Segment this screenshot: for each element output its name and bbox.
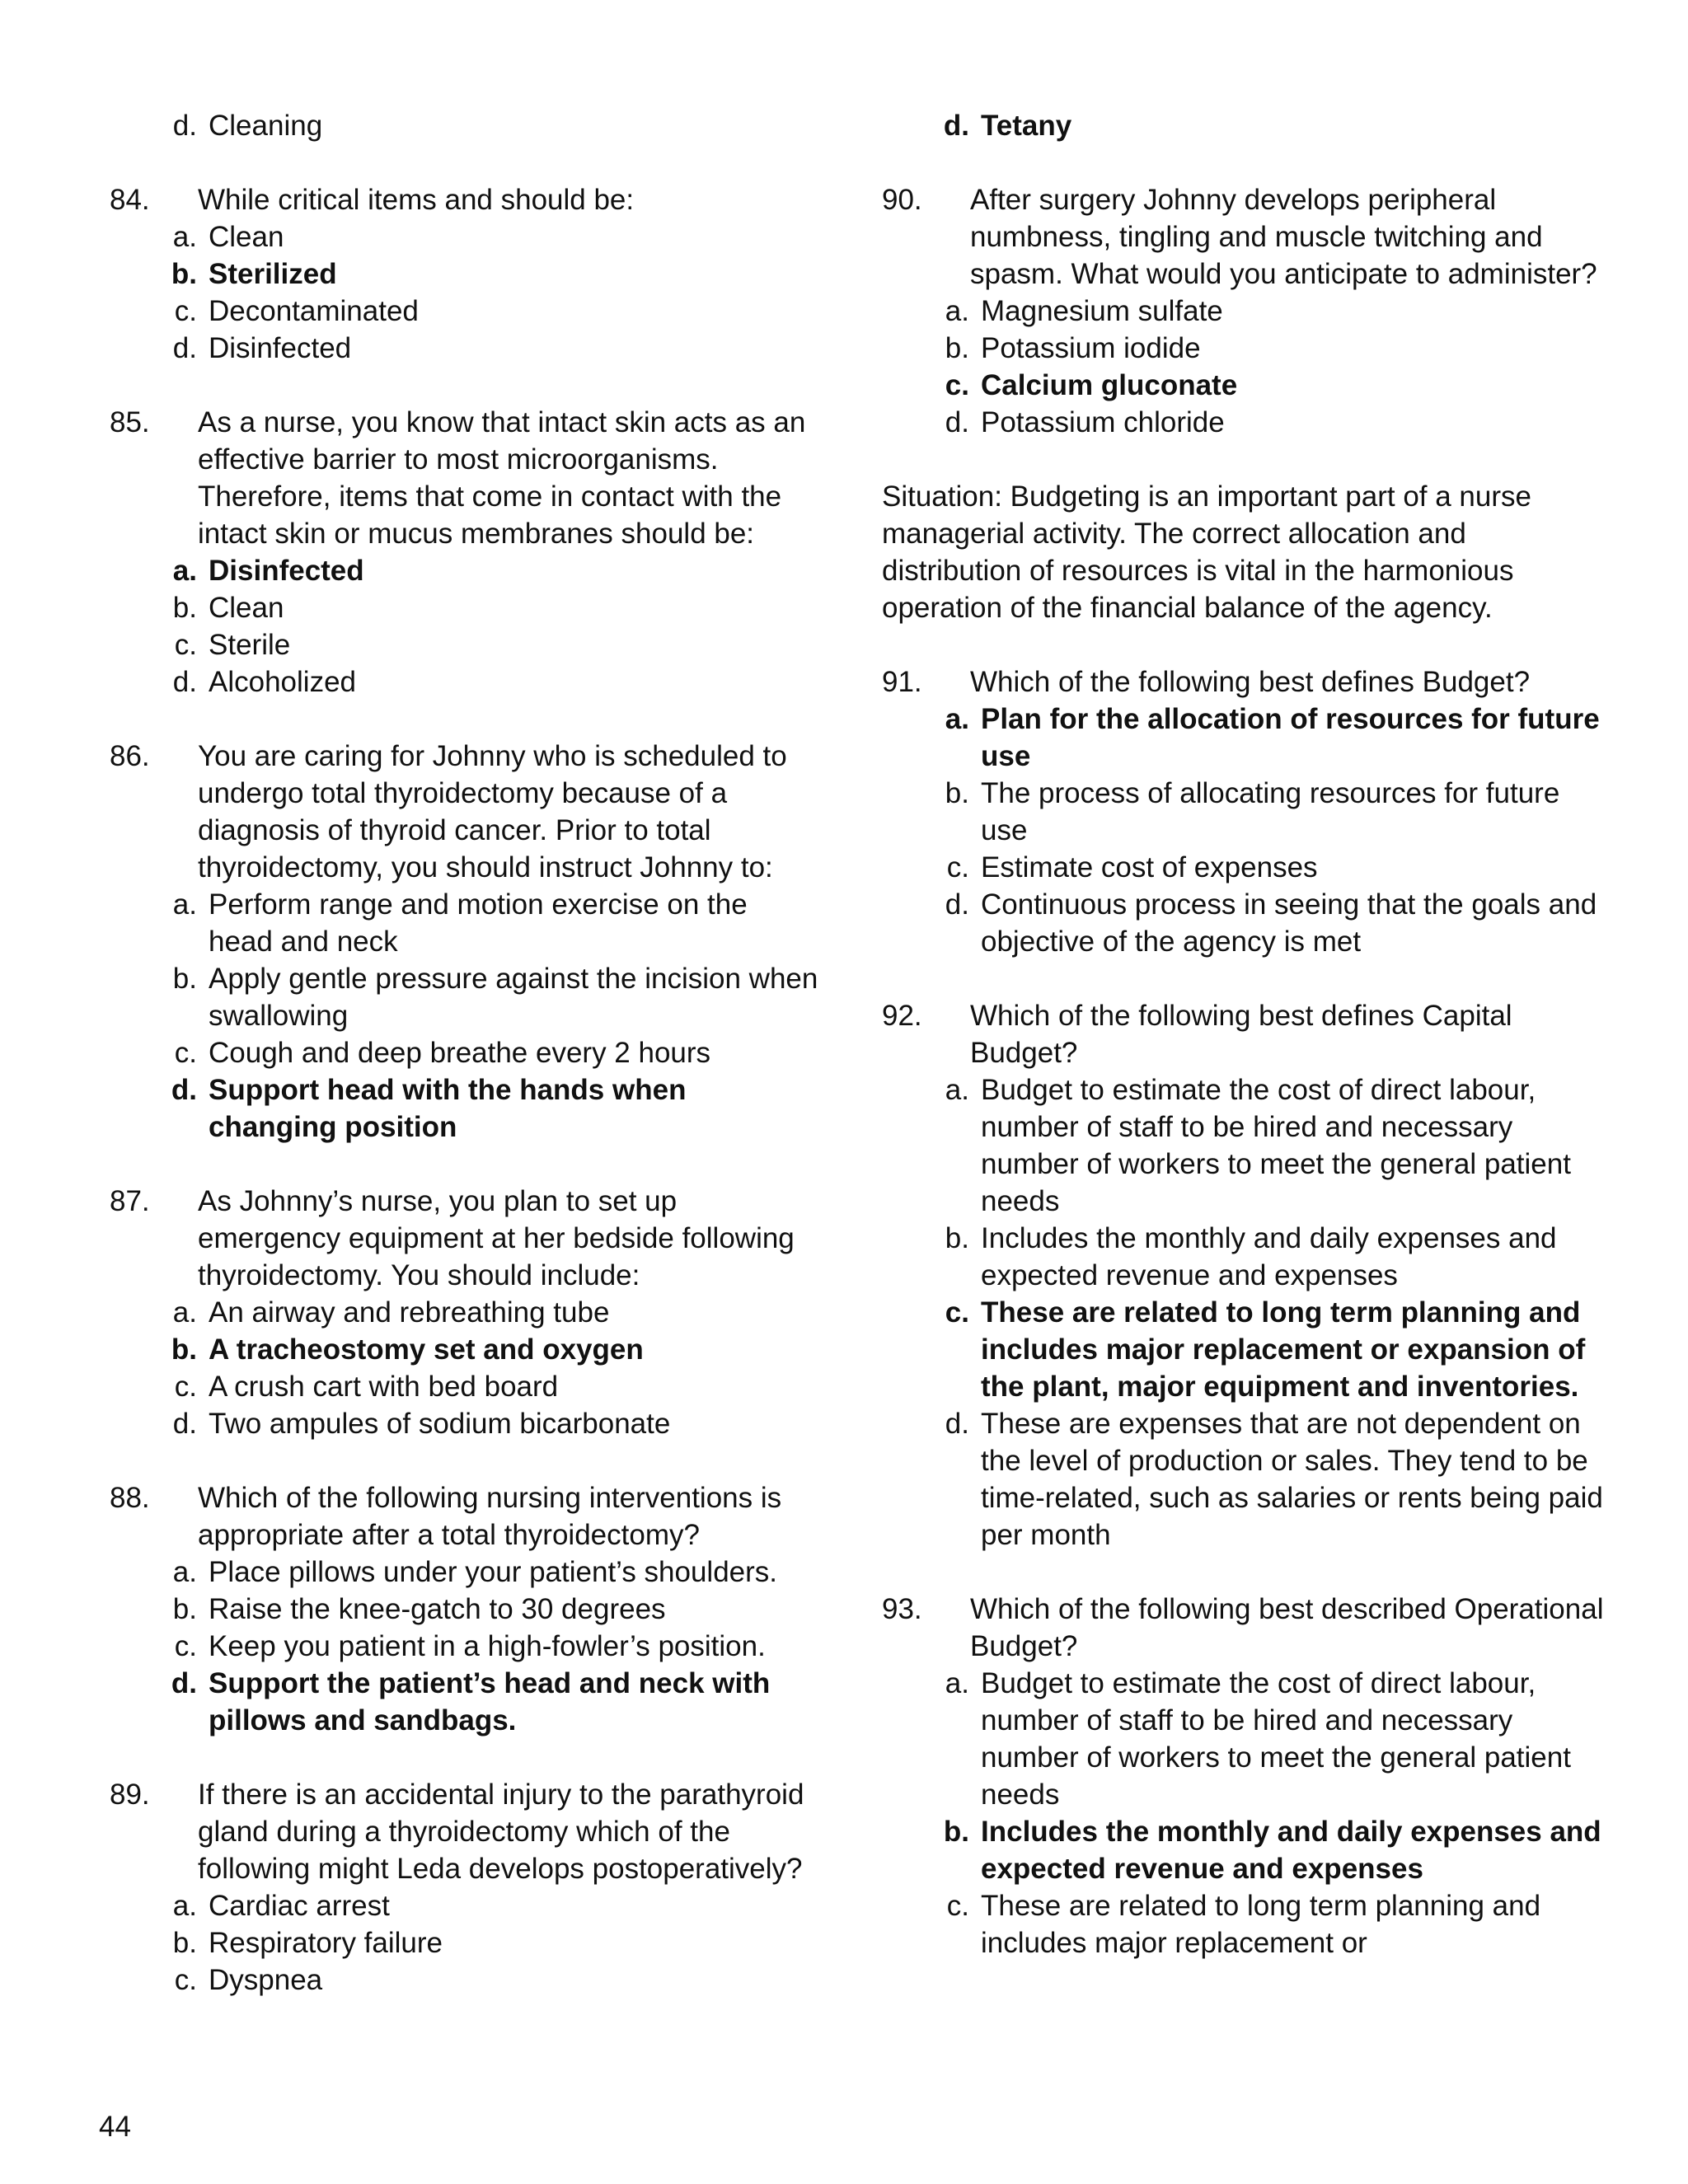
option-letter: c.	[945, 1296, 969, 1329]
option-letter: d.	[172, 666, 197, 698]
question-text: As a nurse, you know that intact skin acts as an effective barrier to most microorganisms. Therefore, items that come in contact with the intact skin or mucus membranes should be:	[198, 406, 806, 550]
question-number: 84.	[110, 184, 150, 216]
question-number: 92.	[882, 1000, 922, 1032]
option-92-a	[882, 1071, 1607, 1220]
page-number: 44	[99, 2111, 131, 2143]
option-text: Dyspnea	[209, 1964, 323, 1996]
option-87-b	[110, 1331, 818, 1368]
option-text: Includes the monthly and daily expenses and expected revenue and expenses	[981, 1222, 1557, 1291]
question-84	[110, 181, 818, 367]
option-letter: a.	[945, 295, 969, 327]
question-text: Which of the following best defines Capital Budget?	[970, 1000, 1512, 1069]
question-text: Which of the following best described Operational Budget?	[970, 1593, 1604, 1662]
option-text: Raise the knee-gatch to 30 degrees	[209, 1593, 666, 1625]
option-91-c	[882, 849, 1607, 886]
option-text: Budget to estimate the cost of direct labour, number of staff to be hired and necessary number of workers to meet the general patient needs	[981, 1074, 1571, 1217]
option-letter: a.	[172, 1556, 197, 1588]
option-91-d	[882, 886, 1607, 960]
question-92	[882, 997, 1607, 1554]
option-text: Tetany	[981, 110, 1072, 142]
option-84-a	[110, 218, 818, 255]
option-89-c	[110, 1961, 818, 1999]
option-text: Apply gentle pressure against the incision when swallowing	[209, 963, 818, 1032]
question-text: After surgery Johnny develops peripheral numbness, tingling and muscle twitching and spasm. What would you anticipate to administer?	[970, 184, 1597, 290]
option-87-a	[110, 1294, 818, 1331]
question-87	[110, 1183, 818, 1442]
question-text: While critical items and should be:	[198, 184, 635, 216]
question-91	[882, 663, 1607, 960]
option-letter: c.	[946, 851, 969, 883]
option-88-b	[110, 1591, 818, 1628]
option-85-a	[110, 552, 818, 589]
question-number: 87.	[110, 1185, 150, 1217]
question-86	[110, 738, 818, 1146]
option-letter: d.	[943, 110, 969, 142]
option-text: Plan for the allocation of resources for future use	[981, 703, 1600, 772]
option-text: Includes the monthly and daily expenses and expected revenue and expenses	[981, 1816, 1601, 1885]
option-letter: d.	[945, 406, 969, 438]
option-letter: d.	[171, 1074, 197, 1106]
option-letter: b.	[172, 1593, 197, 1625]
option-93-b	[882, 1813, 1607, 1887]
option-text: Decontaminated	[209, 295, 419, 327]
option-92-b	[882, 1220, 1607, 1294]
option-text: The process of allocating resources for future use	[981, 777, 1560, 846]
option-letter: b.	[171, 258, 197, 290]
option-93-a	[882, 1665, 1607, 1813]
option-84-b	[110, 255, 818, 293]
option-letter: a.	[945, 703, 969, 735]
option-text: Magnesium sulfate	[981, 295, 1223, 327]
option-letter: a.	[172, 221, 197, 253]
option-letter: b.	[945, 332, 969, 364]
option-text: These are related to long term planning and includes major replacement or	[981, 1890, 1541, 1959]
option-84-c	[110, 293, 818, 330]
option-text: A tracheostomy set and oxygen	[209, 1333, 644, 1366]
left-column	[110, 107, 818, 1999]
question-89	[110, 1776, 818, 1999]
option-text: These are related to long term planning and includes major replacement or expansion of the plant, major equipment and inventories.	[981, 1296, 1586, 1403]
question-88	[110, 1479, 818, 1739]
option-87-c	[110, 1368, 818, 1405]
option-text: A crush cart with bed board	[209, 1371, 559, 1403]
option-text: Place pillows under your patient’s shoulders.	[209, 1556, 778, 1588]
option-letter: b.	[172, 592, 197, 624]
option-90-b	[882, 330, 1607, 367]
option-text: Disinfected	[209, 555, 364, 587]
option-letter: d.	[172, 110, 197, 142]
option-91-b	[882, 775, 1607, 849]
option-text: Keep you patient in a high-fowler’s position.	[209, 1630, 766, 1662]
right-column	[882, 107, 1607, 1961]
question-text: If there is an accidental injury to the parathyroid gland during a thyroidectomy which of the following might Leda develops postoperatively?	[198, 1779, 804, 1885]
option-text: These are expenses that are not dependent on the level of production or sales. They tend to be time-related, such as salaries or rents being paid per month	[981, 1408, 1603, 1551]
question-90	[882, 181, 1607, 441]
question-number: 85.	[110, 406, 150, 438]
question-number: 90.	[882, 184, 922, 216]
question-85	[110, 404, 818, 701]
option-91-a	[882, 701, 1607, 775]
option-85-b	[110, 589, 818, 626]
option-83-d	[110, 107, 818, 144]
option-letter: c.	[945, 369, 969, 401]
option-letter: a.	[172, 888, 197, 921]
option-86-d	[110, 1071, 818, 1146]
question-93	[882, 1591, 1607, 1961]
option-86-a	[110, 886, 818, 960]
option-86-b	[110, 960, 818, 1034]
option-letter: a.	[172, 1296, 197, 1329]
question-number: 86.	[110, 740, 150, 772]
option-letter: b.	[171, 1333, 197, 1366]
option-text: Cough and deep breathe every 2 hours	[209, 1037, 711, 1069]
option-text: Clean	[209, 592, 284, 624]
question-number: 88.	[110, 1482, 150, 1514]
option-letter: b.	[172, 1927, 197, 1959]
option-text: Potassium chloride	[981, 406, 1225, 438]
option-89-d	[882, 107, 1607, 144]
option-88-d	[110, 1665, 818, 1739]
option-letter: d.	[172, 332, 197, 364]
option-text: Cleaning	[209, 110, 323, 142]
option-letter: b.	[943, 1816, 969, 1848]
option-text: Perform range and motion exercise on the head and neck	[209, 888, 748, 958]
option-93-c	[882, 1887, 1607, 1961]
option-86-c	[110, 1034, 818, 1071]
option-87-d	[110, 1405, 818, 1442]
option-text: Support the patient’s head and neck with pillows and sandbags.	[209, 1667, 771, 1736]
option-text: Potassium iodide	[981, 332, 1201, 364]
option-text: Continuous process in seeing that the goals and objective of the agency is met	[981, 888, 1597, 958]
option-letter: c.	[946, 1890, 969, 1922]
option-letter: a.	[945, 1667, 969, 1699]
option-letter: c.	[174, 295, 197, 327]
option-text: Cardiac arrest	[209, 1890, 390, 1922]
option-letter: d.	[172, 1408, 197, 1440]
option-letter: d.	[171, 1667, 197, 1699]
option-84-d	[110, 330, 818, 367]
option-text: Support head with the hands when changing position	[209, 1074, 687, 1143]
option-text: An airway and rebreathing tube	[209, 1296, 610, 1329]
option-text: Respiratory failure	[209, 1927, 443, 1959]
option-letter: c.	[174, 629, 197, 661]
option-90-a	[882, 293, 1607, 330]
option-letter: d.	[945, 1408, 969, 1440]
option-letter: a.	[172, 1890, 197, 1922]
option-92-d	[882, 1405, 1607, 1554]
option-letter: b.	[945, 777, 969, 809]
option-letter: a.	[172, 555, 197, 587]
option-text: Two ampules of sodium bicarbonate	[209, 1408, 671, 1440]
option-88-c	[110, 1628, 818, 1665]
option-85-d	[110, 663, 818, 701]
option-90-c	[882, 367, 1607, 404]
option-text: Clean	[209, 221, 284, 253]
option-text: Estimate cost of expenses	[981, 851, 1318, 883]
option-text: Budget to estimate the cost of direct labour, number of staff to be hired and necessary number of workers to meet the general patient needs	[981, 1667, 1571, 1811]
option-85-c	[110, 626, 818, 663]
option-text: Sterile	[209, 629, 291, 661]
option-letter: c.	[174, 1037, 197, 1069]
option-text: Alcoholized	[209, 666, 356, 698]
option-letter: c.	[174, 1630, 197, 1662]
option-letter: c.	[174, 1371, 197, 1403]
option-letter: a.	[945, 1074, 969, 1106]
question-number: 93.	[882, 1593, 922, 1625]
option-89-b	[110, 1924, 818, 1961]
question-number: 91.	[882, 666, 922, 698]
option-letter: b.	[172, 963, 197, 995]
option-letter: c.	[174, 1964, 197, 1996]
question-text: Which of the following best defines Budget?	[970, 666, 1531, 698]
option-letter: b.	[945, 1222, 969, 1254]
option-89-a	[110, 1887, 818, 1924]
option-88-a	[110, 1554, 818, 1591]
option-90-d	[882, 404, 1607, 441]
option-letter: d.	[945, 888, 969, 921]
question-text: Which of the following nursing interventions is appropriate after a total thyroidectomy?	[198, 1482, 782, 1551]
question-number: 89.	[110, 1779, 150, 1811]
option-92-c	[882, 1294, 1607, 1405]
question-text: You are caring for Johnny who is scheduled to undergo total thyroidectomy because of a diagnosis of thyroid cancer. Prior to total thyroidectomy, you should instruct Johnny to:	[198, 740, 787, 883]
question-text: As Johnny’s nurse, you plan to set up emergency equipment at her bedside following thyroidectomy. You should include:	[198, 1185, 795, 1291]
option-text: Calcium gluconate	[981, 369, 1238, 401]
option-text: Disinfected	[209, 332, 352, 364]
continuation-options	[110, 107, 818, 144]
situation-paragraph: Situation: Budgeting is an important part of a nurse managerial activity. The correct allocation and distribution of resources is vital in the harmonious operation of the financial balance of the agency.	[882, 480, 1531, 624]
continuation-options	[882, 107, 1607, 144]
option-text: Sterilized	[209, 258, 337, 290]
